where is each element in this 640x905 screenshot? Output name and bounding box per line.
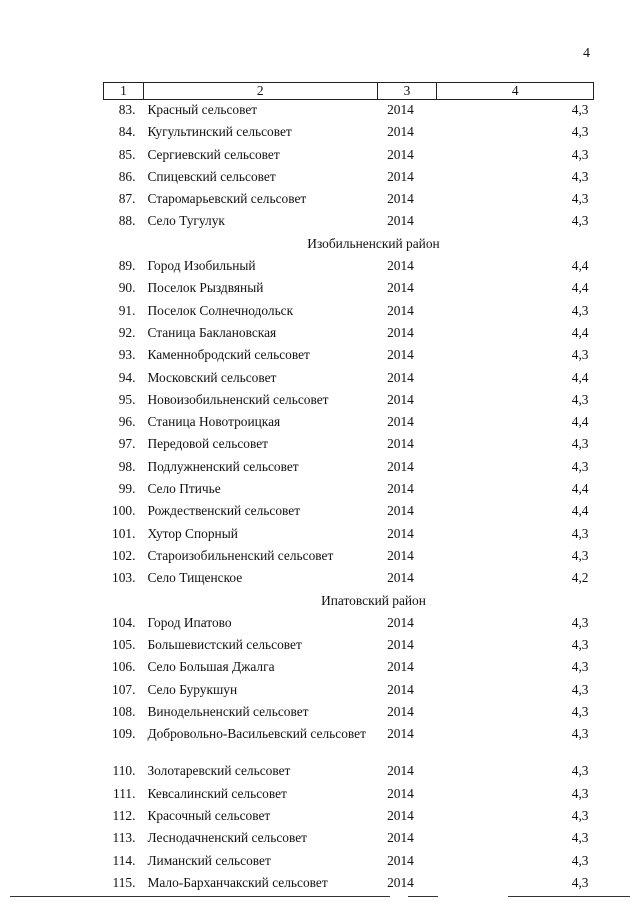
row-year: 2014 — [387, 258, 414, 274]
table-row — [104, 524, 594, 546]
table-row — [104, 122, 594, 144]
row-value: 4,3 — [571, 213, 589, 229]
row-number: 115. — [112, 874, 136, 890]
row-number: 105. — [112, 637, 136, 653]
table-row — [104, 323, 594, 345]
row-value: 4,3 — [571, 704, 589, 720]
row-year: 2014 — [387, 785, 414, 801]
row-number: 109. — [112, 726, 136, 742]
table-row — [104, 167, 594, 189]
row-value: 4,4 — [571, 414, 589, 430]
row-name: Город Изобильный — [147, 258, 256, 274]
row-number: 86. — [118, 168, 136, 184]
row-number: 114. — [112, 852, 136, 868]
table-row — [104, 761, 594, 783]
row-number: 111. — [113, 785, 136, 801]
row-value: 4,3 — [571, 525, 589, 541]
row-year: 2014 — [387, 146, 414, 162]
row-number: 104. — [112, 614, 136, 630]
row-number: 88. — [118, 213, 136, 229]
row-name: Лиманский сельсовет — [147, 852, 271, 868]
row-value: 4,3 — [571, 785, 589, 801]
table-row — [104, 479, 594, 501]
row-number: 93. — [118, 347, 136, 363]
row-year: 2014 — [387, 481, 414, 497]
row-number: 84. — [118, 124, 136, 140]
row-value: 4,4 — [571, 481, 589, 497]
row-year: 2014 — [387, 637, 414, 653]
row-name: Старомарьевский сельсовет — [147, 191, 307, 207]
table-row — [104, 873, 594, 895]
row-value: 4,3 — [571, 146, 589, 162]
row-number: 95. — [118, 391, 136, 407]
district-heading: Изобильненский район — [307, 235, 440, 251]
table-row — [104, 851, 594, 873]
table-header-row — [104, 83, 594, 100]
row-name: Станица Новотроицкая — [147, 414, 281, 430]
district-heading: Ипатовский район — [321, 592, 426, 608]
row-name: Город Ипатово — [147, 614, 232, 630]
row-value: 4,4 — [571, 503, 589, 519]
table-row — [104, 368, 594, 390]
table-body — [104, 100, 594, 896]
table-row — [104, 100, 594, 123]
row-value: 4,3 — [571, 436, 589, 452]
row-year: 2014 — [387, 852, 414, 868]
row-value: 4,3 — [571, 191, 589, 207]
row-number: 113. — [112, 830, 136, 846]
row-year: 2014 — [387, 614, 414, 630]
row-name: Большевистский сельсовет — [147, 637, 302, 653]
row-name: Новоизобильненский сельсовет — [147, 391, 329, 407]
row-number: 108. — [112, 704, 136, 720]
row-value: 4,2 — [571, 570, 589, 586]
table-row — [104, 278, 594, 300]
row-year: 2014 — [387, 525, 414, 541]
row-year: 2014 — [387, 347, 414, 363]
row-number: 89. — [118, 258, 136, 274]
row-year: 2014 — [387, 874, 414, 890]
footer-line-mid — [408, 896, 438, 897]
table-row — [104, 434, 594, 456]
row-year: 2014 — [387, 763, 414, 779]
row-number: 106. — [112, 659, 136, 675]
row-name: Село Тищенское — [147, 570, 243, 586]
row-year: 2014 — [387, 807, 414, 823]
row-name: Спицевский сельсовет — [147, 168, 276, 184]
header-col-1: 1 — [104, 83, 144, 100]
row-value: 4,3 — [571, 726, 589, 742]
page-number: 4 — [583, 46, 590, 61]
row-value: 4,3 — [571, 637, 589, 653]
row-year: 2014 — [387, 191, 414, 207]
table-row — [104, 145, 594, 167]
row-name: Леснодачненский сельсовет — [147, 830, 308, 846]
row-year: 2014 — [387, 704, 414, 720]
row-year: 2014 — [387, 280, 414, 296]
row-year: 2014 — [387, 726, 414, 742]
table-row — [104, 256, 594, 278]
table-row — [104, 635, 594, 657]
data-table — [103, 82, 594, 895]
table-row — [104, 546, 594, 568]
row-value: 4,3 — [571, 659, 589, 675]
row-number: 91. — [118, 302, 136, 318]
row-value: 4,4 — [571, 324, 589, 340]
row-name: Станица Баклановская — [147, 324, 277, 340]
row-name: Красочный сельсовет — [147, 807, 271, 823]
row-name: Хутор Спорный — [147, 525, 238, 541]
row-year: 2014 — [387, 102, 414, 117]
row-name: Сергиевский сельсовет — [147, 146, 280, 162]
row-name: Село Птичье — [147, 481, 221, 497]
row-value: 4,3 — [571, 547, 589, 563]
row-number: 87. — [118, 191, 136, 207]
footer-line-right — [508, 896, 630, 897]
row-number: 98. — [118, 458, 136, 474]
row-year: 2014 — [387, 324, 414, 340]
row-year: 2014 — [387, 436, 414, 452]
row-year: 2014 — [387, 391, 414, 407]
header-col-3: 3 — [377, 83, 437, 100]
table-row — [104, 806, 594, 828]
row-name: Золотаревский сельсовет — [147, 763, 291, 779]
row-year: 2014 — [387, 830, 414, 846]
row-value: 4,3 — [571, 681, 589, 697]
row-year: 2014 — [387, 124, 414, 140]
row-name: Добровольно-Васильевский сельсовет — [147, 726, 366, 742]
table-row — [104, 828, 594, 850]
row-number: 110. — [112, 763, 136, 779]
row-name: Поселок Рыздвяный — [147, 280, 264, 296]
row-name: Кевсалинский сельсовет — [147, 785, 287, 801]
row-name: Подлужненский сельсовет — [147, 458, 299, 474]
row-number: 101. — [112, 525, 136, 541]
row-name: Рождественский сельсовет — [147, 503, 301, 519]
row-number: 99. — [118, 481, 136, 497]
row-number: 83. — [118, 102, 136, 117]
row-name: Каменнобродский сельсовет — [147, 347, 310, 363]
table-row — [104, 613, 594, 635]
row-value: 4,4 — [571, 369, 589, 385]
row-name: Кугультинский сельсовет — [147, 124, 292, 140]
district-heading-row — [104, 591, 594, 613]
footer-line-left — [10, 896, 390, 897]
row-number: 112. — [112, 807, 136, 823]
row-name: Винодельненский сельсовет — [147, 704, 309, 720]
table-row — [104, 412, 594, 434]
table-row — [104, 657, 594, 679]
row-value: 4,3 — [571, 852, 589, 868]
row-value: 4,3 — [571, 807, 589, 823]
table-row — [104, 568, 594, 590]
row-name: Московский сельсовет — [147, 369, 277, 385]
table-row — [104, 189, 594, 211]
table-row — [104, 345, 594, 367]
row-number: 103. — [112, 570, 136, 586]
table-row — [104, 724, 594, 761]
row-name: Село Тугулук — [147, 213, 225, 229]
row-year: 2014 — [387, 369, 414, 385]
table-row — [104, 211, 594, 233]
row-name: Мало-Барханчакский сельсовет — [147, 874, 328, 890]
table-row — [104, 390, 594, 412]
row-year: 2014 — [387, 213, 414, 229]
row-name: Село Бурукшун — [147, 681, 238, 697]
row-number: 107. — [112, 681, 136, 697]
row-value: 4,3 — [571, 347, 589, 363]
row-name: Передовой сельсовет — [147, 436, 268, 452]
table-row — [104, 501, 594, 523]
table-row — [104, 301, 594, 323]
row-value: 4,3 — [571, 830, 589, 846]
row-name: Красный сельсовет — [147, 102, 258, 117]
row-value: 4,3 — [571, 614, 589, 630]
row-number: 85. — [118, 146, 136, 162]
row-number: 90. — [118, 280, 136, 296]
row-year: 2014 — [387, 547, 414, 563]
header-col-4: 4 — [437, 83, 594, 100]
row-value: 4,3 — [571, 302, 589, 318]
row-year: 2014 — [387, 659, 414, 675]
row-year: 2014 — [387, 570, 414, 586]
row-number: 96. — [118, 414, 136, 430]
row-number: 102. — [112, 547, 136, 563]
row-value: 4,3 — [571, 391, 589, 407]
table-row — [104, 457, 594, 479]
row-year: 2014 — [387, 414, 414, 430]
row-value: 4,3 — [571, 124, 589, 140]
row-value: 4,3 — [571, 458, 589, 474]
row-value: 4,4 — [571, 280, 589, 296]
table-row — [104, 702, 594, 724]
table-row — [104, 784, 594, 806]
row-value: 4,3 — [571, 874, 589, 890]
row-number: 97. — [118, 436, 136, 452]
row-value: 4,3 — [571, 763, 589, 779]
row-year: 2014 — [387, 302, 414, 318]
row-value: 4,3 — [571, 102, 589, 117]
row-year: 2014 — [387, 681, 414, 697]
row-value: 4,3 — [571, 168, 589, 184]
row-number: 100. — [112, 503, 136, 519]
district-heading-row — [104, 234, 594, 256]
row-year: 2014 — [387, 503, 414, 519]
table-row — [104, 680, 594, 702]
row-year: 2014 — [387, 168, 414, 184]
row-name: Староизобильненский сельсовет — [147, 547, 334, 563]
row-number: 94. — [118, 369, 136, 385]
header-col-2: 2 — [143, 83, 377, 100]
row-value: 4,4 — [571, 258, 589, 274]
row-name: Поселок Солнечнодольск — [147, 302, 294, 318]
row-number: 92. — [118, 324, 136, 340]
row-year: 2014 — [387, 458, 414, 474]
row-name: Село Большая Джалга — [147, 659, 275, 675]
